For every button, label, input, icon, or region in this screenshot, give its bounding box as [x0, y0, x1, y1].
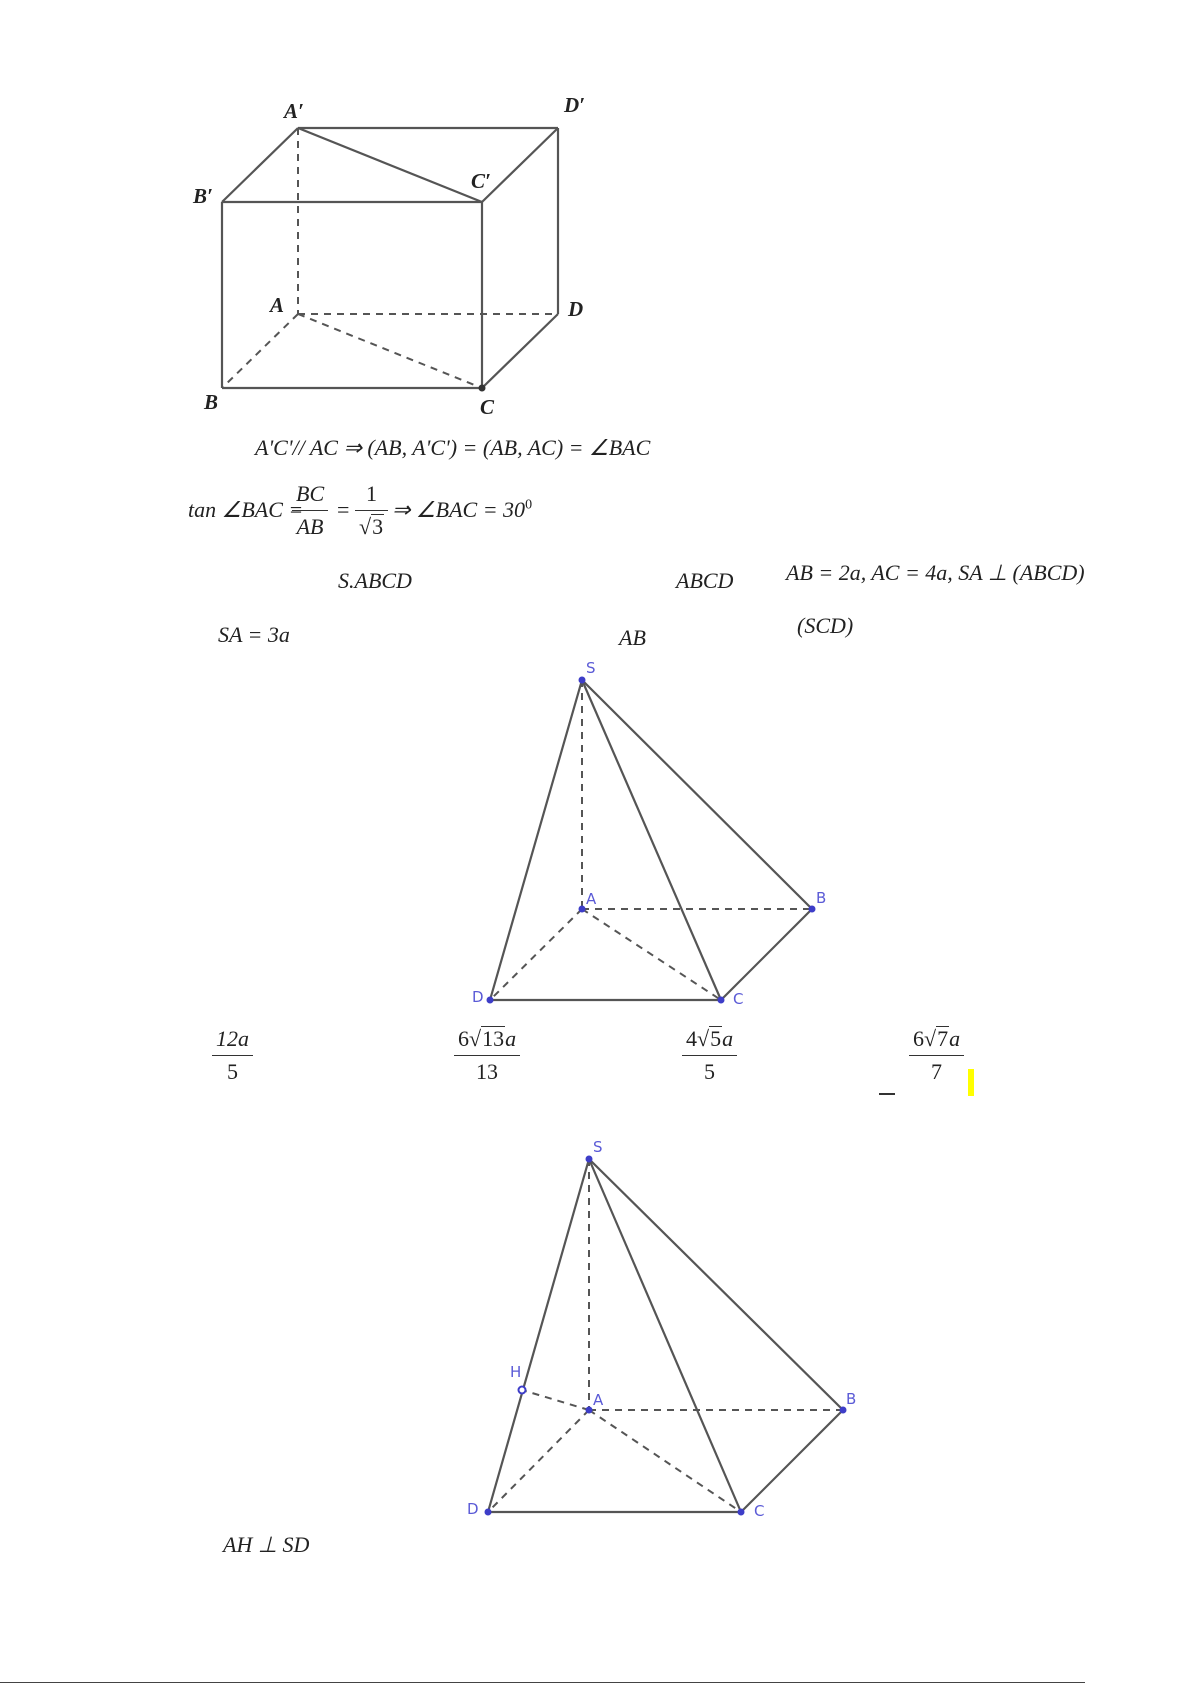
base-name: ABCD [676, 568, 734, 593]
label-d-prime: D′ [564, 93, 586, 117]
p1-label-s: S [586, 659, 596, 677]
variable: a [722, 1026, 734, 1051]
answer-option-c[interactable] [682, 1026, 737, 1085]
variable: a [505, 1026, 517, 1051]
fraction-bc-ab [292, 481, 328, 540]
result-superscript: 0 [525, 497, 533, 513]
fraction-one-over-sqrt3 [355, 481, 388, 540]
given-data: AB = 2a, AC = 4a, SA ⊥ (ABCD) [786, 560, 1085, 585]
frac-numerator: 1 [366, 481, 378, 506]
radicand: 7 [937, 1026, 949, 1051]
coef: 6 [913, 1026, 924, 1051]
plane-name: (SCD) [797, 613, 854, 638]
p2-label-d: D [467, 1500, 479, 1518]
cube-figure [0, 0, 1192, 430]
answer-marker-dash [879, 1093, 895, 1095]
answer-b-numerator: 6√13a [458, 1026, 517, 1051]
pyramid-figure-1 [440, 655, 860, 1015]
page-footer-rule [0, 1682, 1085, 1683]
p1-label-b: B [816, 889, 827, 907]
answer-a-numerator: 12a [216, 1026, 249, 1051]
pyramid-name: S.ABCD [338, 568, 412, 593]
p2-label-h: H [510, 1363, 522, 1381]
answer-c-denominator: 5 [704, 1059, 716, 1084]
label-d: D [568, 297, 584, 321]
sa-length: SA = 3a [218, 622, 290, 647]
answer-b-denominator: 13 [476, 1059, 499, 1084]
label-a: A [270, 293, 285, 317]
p2-label-a: A [593, 1391, 604, 1409]
answer-c-numerator: 4√5a [686, 1026, 734, 1051]
coef: 4 [686, 1026, 697, 1051]
answer-option-a[interactable] [212, 1026, 253, 1085]
coef: 6 [458, 1026, 469, 1051]
p1-label-a: A [586, 890, 597, 908]
p2-label-b: B [846, 1390, 857, 1408]
radicand: 5 [710, 1026, 722, 1051]
equals-sign: = [337, 497, 350, 522]
answer-option-b[interactable] [454, 1026, 520, 1085]
variable: a [949, 1026, 961, 1051]
p2-label-c: C [754, 1502, 765, 1520]
p2-label-s: S [593, 1138, 603, 1156]
label-c: C [480, 395, 495, 419]
frac-numerator: BC [296, 481, 325, 506]
p1-label-c: C [733, 990, 744, 1008]
answer-option-d[interactable] [909, 1026, 964, 1085]
edge-name: AB [619, 625, 646, 650]
label-a-prime: A′ [284, 99, 304, 123]
answer-d-denominator: 7 [931, 1059, 943, 1084]
p1-label-d: D [472, 988, 484, 1006]
highlight-marker [968, 1069, 974, 1096]
tan-prefix-text: tan ∠BAC = [188, 497, 304, 522]
solution1-result [392, 497, 532, 523]
answer-d-numerator: 6√7a [913, 1026, 961, 1051]
radicand: 13 [482, 1026, 505, 1051]
label-b: B [204, 390, 219, 414]
frac-denominator: √3 [359, 514, 384, 539]
sqrt-radicand: 3 [372, 514, 384, 539]
pyramid-figure-2 [440, 1130, 870, 1530]
result-text: ⇒ ∠BAC = 30 [392, 497, 526, 522]
frac-denominator: AB [296, 514, 324, 539]
solution1-line1: A'C'// AC ⇒ (AB, A'C') = (AB, AC) = ∠BAC [255, 435, 651, 460]
solution2-line1: AH ⊥ SD [223, 1532, 310, 1557]
label-b-prime: B′ [193, 184, 213, 208]
solution1-tan-prefix [188, 497, 303, 523]
label-c-prime: C′ [471, 169, 491, 193]
answer-a-denominator: 5 [227, 1059, 238, 1084]
